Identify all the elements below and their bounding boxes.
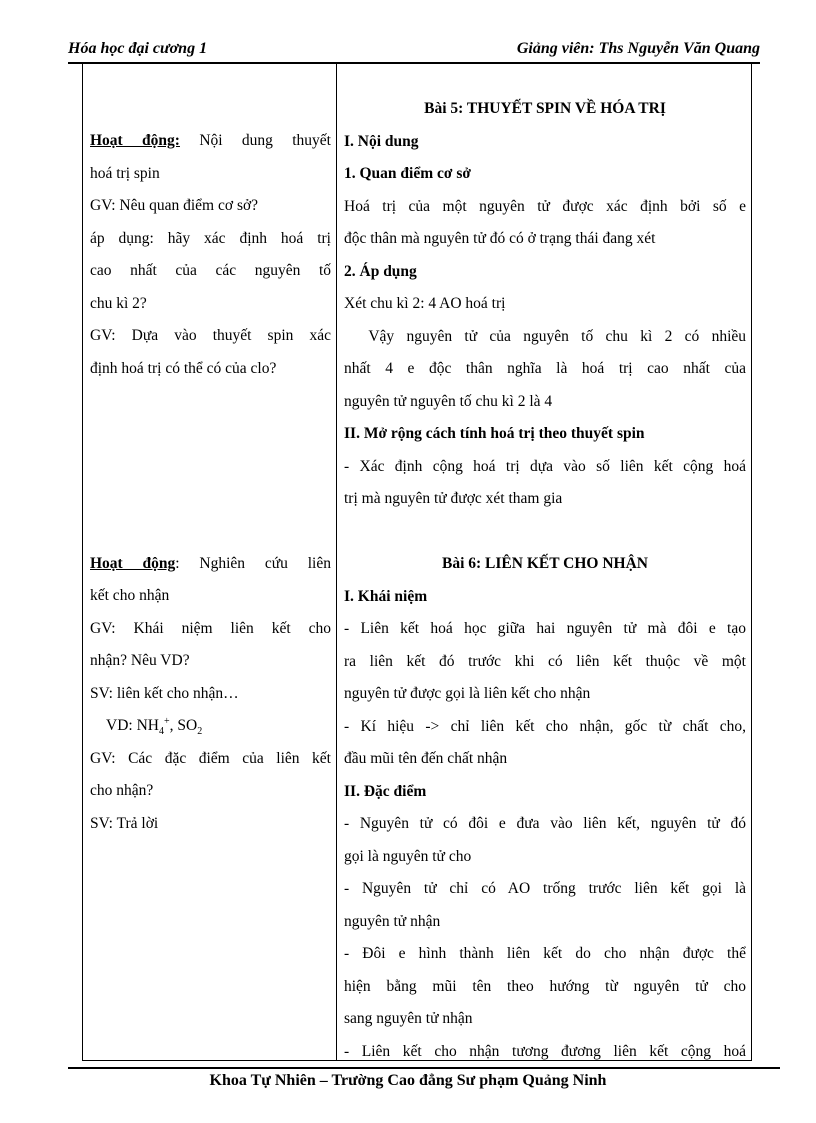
paragraph-line: - Đôi e hình thành liên kết do cho nhận được thể (344, 945, 746, 962)
activity-1-line: cao nhất của các nguyên tố (90, 262, 331, 279)
activity-2-line: SV: liên kết cho nhận… (90, 684, 239, 702)
paragraph-line: đầu mũi tên đến chất nhận (344, 750, 508, 767)
paragraph-line: Xét chu kì 2: 4 AO hoá trị (344, 295, 506, 312)
activity-1-title: Nội dung thuyết (179, 132, 331, 149)
paragraph-line: gọi là nguyên tử cho (344, 847, 472, 865)
subscript: 4 (158, 726, 164, 738)
lesson-table (82, 64, 752, 1061)
activity-2-line: SV: Trả lời (90, 814, 159, 832)
activity-1-line: GV: Nêu quan điểm cơ sở? (90, 197, 259, 214)
section-heading: I. Khái niệm (344, 587, 428, 605)
paragraph-line: ra liên kết đó trước khi có liên kết thuộc về một (344, 652, 746, 670)
paragraph-line: độc thân mà nguyên tử đó có ở trạng thái đang xét (344, 230, 656, 247)
paragraph-line: - Kí hiệu -> chỉ liên kết cho nhận, gốc từ chất cho, (344, 717, 746, 735)
paragraph-line: - Nguyên tử chỉ có AO trống trước liên kết gọi là (344, 880, 746, 897)
paragraph-line: Hoá trị của một nguyên tử được xác định bởi số e (344, 197, 746, 215)
paragraph-line: - Xác định cộng hoá trị dựa vào số liên kết cộng hoá (344, 457, 746, 475)
page-header (68, 38, 760, 64)
activity-2-title: : Nghiên cứu liên (175, 554, 331, 572)
lesson-5-title: Bài 5: THUYẾT SPIN VỀ HÓA TRỊ (424, 100, 666, 117)
section-heading: II. Mở rộng cách tính hoá trị theo thuyết spin (344, 425, 645, 442)
subscript: 2 (197, 726, 203, 738)
example-prefix: VD: NH (106, 717, 159, 734)
activity-2-line: nhận? Nêu VD? (90, 652, 190, 669)
activity-1-label: Hoạt động: (90, 132, 180, 149)
spacer (90, 385, 331, 548)
paragraph-line: - Liên kết hoá học giữa hai nguyên tử mà đôi e tạo (344, 620, 746, 637)
paragraph-line: hiện bằng mũi tên theo hướng từ nguyên tử cho (344, 977, 746, 995)
paragraph-line: nguyên tử nhận (344, 912, 441, 930)
paragraph-line: nhất 4 e độc thân nghĩa là hoá trị cao nhất của (344, 360, 746, 377)
paragraph-line: nguyên tử nguyên tố chu kì 2 là 4 (344, 392, 553, 410)
example-mid: , SO (169, 717, 198, 734)
paragraph-line: Vậy nguyên tử của nguyên tố chu kì 2 có nhiều (344, 327, 746, 345)
subsection-heading: 1. Quan điểm cơ sở (344, 165, 471, 182)
activity-2-heading (90, 548, 331, 581)
paragraph-line: trị mà nguyên tử được xét tham gia (344, 490, 563, 507)
activity-2-line: GV: Khái niệm liên kết cho (90, 619, 331, 637)
activity-1-heading (90, 125, 331, 158)
activity-1-line: áp dụng: hãy xác định hoá trị (90, 229, 331, 247)
footer-rule (68, 1067, 780, 1069)
paragraph-line: sang nguyên tử nhận (344, 1010, 473, 1027)
page-footer: Khoa Tự Nhiên – Trường Cao đẳng Sư phạm Quảng Ninh (209, 1072, 607, 1089)
content-column (344, 93, 746, 1068)
activity-2-line: kết cho nhận (90, 587, 170, 604)
activity-1-line: hoá trị spin (90, 164, 160, 182)
paragraph-line: nguyên tử được gọi là liên kết cho nhận (344, 685, 591, 702)
header-course-title: Hóa học đại cương 1 (68, 40, 208, 57)
spacer (344, 516, 746, 549)
lesson-6-title: Bài 6: LIÊN KẾT CHO NHẬN (442, 555, 648, 572)
subsection-heading: 2. Áp dụng (344, 262, 417, 280)
paragraph-line: - Liên kết cho nhận tương đương liên kết cộng hoá (344, 1042, 746, 1060)
column-divider (336, 64, 337, 1060)
activity-1-line: GV: Dựa vào thuyết spin xác (90, 327, 331, 344)
activity-column (90, 125, 331, 840)
activity-1-line: định hoá trị có thể có của clo? (90, 359, 277, 377)
header-lecturer: Giảng viên: Ths Nguyễn Văn Quang (516, 40, 760, 57)
section-heading: II. Đặc điểm (344, 782, 427, 800)
activity-1-line: chu kì 2? (90, 294, 147, 312)
activity-2-line: cho nhận? (90, 782, 154, 799)
section-heading: I. Nội dung (344, 132, 419, 150)
paragraph-line: - Nguyên tử có đôi e đưa vào liên kết, nguyên tử đó (344, 815, 746, 832)
activity-2-label: Hoạt động (90, 554, 176, 572)
example-formula (90, 710, 331, 743)
activity-2-line: GV: Các đặc điểm của liên kết (90, 749, 331, 767)
superscript: + (163, 715, 170, 727)
